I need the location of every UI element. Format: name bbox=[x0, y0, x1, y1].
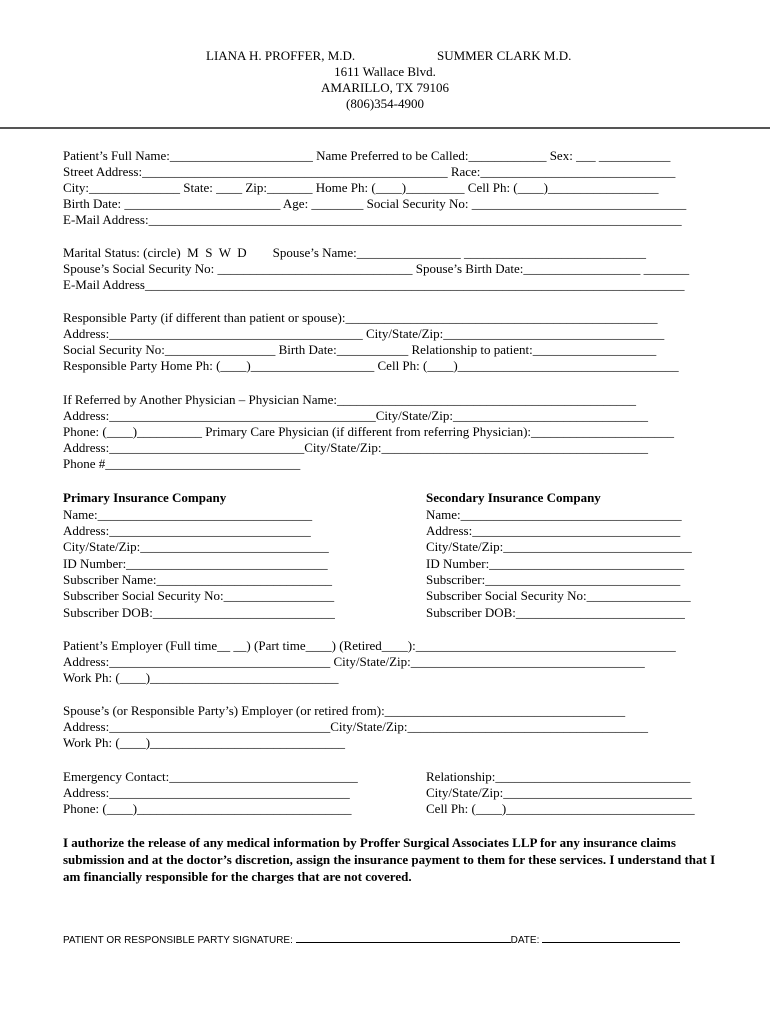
clinic-street: 1611 Wallace Blvd. bbox=[334, 64, 436, 79]
marital-status-line[interactable]: Marital Status: (circle) M S W D Spouse’s Name:________________ ____________________________ bbox=[63, 245, 647, 260]
responsible-ssn-line[interactable]: Social Security No:_________________ Birth Date:___________ Relationship to patient:___________________ bbox=[63, 342, 657, 357]
primary-id-line[interactable]: ID Number:_______________________________ bbox=[63, 556, 328, 571]
referring-physician-line[interactable]: If Referred by Another Physician – Physician Name:______________________________________________ bbox=[63, 392, 637, 407]
signature-label: PATIENT OR RESPONSIBLE PARTY SIGNATURE: bbox=[63, 935, 296, 946]
primary-subscriber-dob-line[interactable]: Subscriber DOB:____________________________ bbox=[63, 605, 335, 620]
spouse-employer-address-line[interactable]: Address:__________________________________City/State/Zip:_____________________________________ bbox=[63, 719, 648, 734]
primary-care-address-line[interactable]: Address:______________________________City/State/Zip:_________________________________________ bbox=[63, 440, 648, 455]
header-divider bbox=[0, 127, 770, 129]
primary-care-phone-line[interactable]: Phone #______________________________ bbox=[63, 456, 301, 471]
secondary-name-line[interactable]: Name:__________________________________ bbox=[426, 507, 682, 522]
spouse-email-line[interactable]: E-Mail Address___________________________________________________________________________________ bbox=[63, 277, 685, 292]
responsible-address-line[interactable]: Address:_______________________________________ City/State/Zip:__________________________________ bbox=[63, 326, 665, 341]
primary-subscriber-line[interactable]: Subscriber Name:___________________________ bbox=[63, 572, 333, 587]
primary-name-line[interactable]: Name:_________________________________ bbox=[63, 507, 313, 522]
primary-address-line[interactable]: Address:_______________________________ bbox=[63, 523, 311, 538]
date-field[interactable] bbox=[542, 932, 680, 943]
physician-1-name: LIANA H. PROFFER, M.D. bbox=[206, 48, 356, 63]
emergency-phone-line[interactable]: Phone: (____)_________________________________ bbox=[63, 801, 352, 816]
emergency-contact-line[interactable]: Emergency Contact:_____________________________ bbox=[63, 769, 358, 784]
spouse-employer-phone-line[interactable]: Work Ph: (____)______________________________ bbox=[63, 735, 346, 750]
responsible-phone-line[interactable]: Responsible Party Home Ph: (____)___________________ Cell Ph: (____)__________________________________ bbox=[63, 358, 679, 373]
spouse-employer-line[interactable]: Spouse’s (or Responsible Party’s) Employer (or retired from):_____________________________________ bbox=[63, 703, 626, 718]
birth-date-line[interactable]: Birth Date: ________________________ Age: ________ Social Security No: _________________________________ bbox=[63, 196, 687, 211]
signature-row bbox=[63, 932, 680, 948]
clinic-city: AMARILLO, TX 79106 bbox=[321, 80, 449, 95]
responsible-party-line[interactable]: Responsible Party (if different than patient or spouse):________________________________________________ bbox=[63, 310, 658, 325]
secondary-insurance-title: Secondary Insurance Company bbox=[426, 490, 601, 505]
authorization-statement: I authorize the release of any medical information by Proffer Surgical Associates LLP for any insurance claims submission and at the doctor’s discretion, assign the insurance payment to them for these services. I understand that I am financially responsible for the charges that are not covered. bbox=[63, 835, 716, 884]
street-address-line[interactable]: Street Address:_______________________________________________ Race:______________________________ bbox=[63, 164, 676, 179]
physician-2-name: SUMMER CLARK M.D. bbox=[437, 48, 572, 63]
date-label: DATE: bbox=[510, 935, 543, 946]
secondary-address-line[interactable]: Address:________________________________ bbox=[426, 523, 681, 538]
emergency-relationship-line[interactable]: Relationship:______________________________ bbox=[426, 769, 691, 784]
spouse-ssn-line[interactable]: Spouse’s Social Security No: ______________________________ Spouse’s Birth Date:__________________ _______ bbox=[63, 261, 690, 276]
clinic-phone: (806)354-4900 bbox=[346, 96, 424, 111]
signature-field[interactable] bbox=[296, 932, 511, 943]
emergency-address-line[interactable]: Address:_____________________________________ bbox=[63, 785, 350, 800]
patient-email-line[interactable]: E-Mail Address:__________________________________________________________________________________ bbox=[63, 212, 682, 227]
emergency-city-line[interactable]: City/State/Zip:_____________________________ bbox=[426, 785, 692, 800]
secondary-city-line[interactable]: City/State/Zip:_____________________________ bbox=[426, 539, 692, 554]
primary-care-line[interactable]: Phone: (____)__________ Primary Care Physician (if different from referring Physician):______________________ bbox=[63, 424, 675, 439]
primary-city-line[interactable]: City/State/Zip:_____________________________ bbox=[63, 539, 329, 554]
secondary-subscriber-ssn-line[interactable]: Subscriber Social Security No:________________ bbox=[426, 588, 691, 603]
employer-status-line[interactable]: Patient’s Employer (Full time__ __) (Part time____) (Retired____):________________________________________ bbox=[63, 638, 676, 653]
employer-phone-line[interactable]: Work Ph: (____)_____________________________ bbox=[63, 670, 339, 685]
patient-name-line[interactable]: Patient’s Full Name:______________________ Name Preferred to be Called:____________ Sex: ___ ___________ bbox=[63, 148, 671, 163]
secondary-id-line[interactable]: ID Number:______________________________ bbox=[426, 556, 685, 571]
secondary-subscriber-line[interactable]: Subscriber:______________________________ bbox=[426, 572, 681, 587]
city-state-zip-line[interactable]: City:______________ State: ____ Zip:_______ Home Ph: (____)_________ Cell Ph: (____)_________________ bbox=[63, 180, 659, 195]
secondary-subscriber-dob-line[interactable]: Subscriber DOB:__________________________ bbox=[426, 605, 685, 620]
referring-address-line[interactable]: Address:_________________________________________City/State/Zip:______________________________ bbox=[63, 408, 648, 423]
primary-subscriber-ssn-line[interactable]: Subscriber Social Security No:_________________ bbox=[63, 588, 335, 603]
employer-address-line[interactable]: Address:__________________________________ City/State/Zip:____________________________________ bbox=[63, 654, 645, 669]
primary-insurance-title: Primary Insurance Company bbox=[63, 490, 227, 505]
emergency-cell-line[interactable]: Cell Ph: (____)_____________________________ bbox=[426, 801, 695, 816]
